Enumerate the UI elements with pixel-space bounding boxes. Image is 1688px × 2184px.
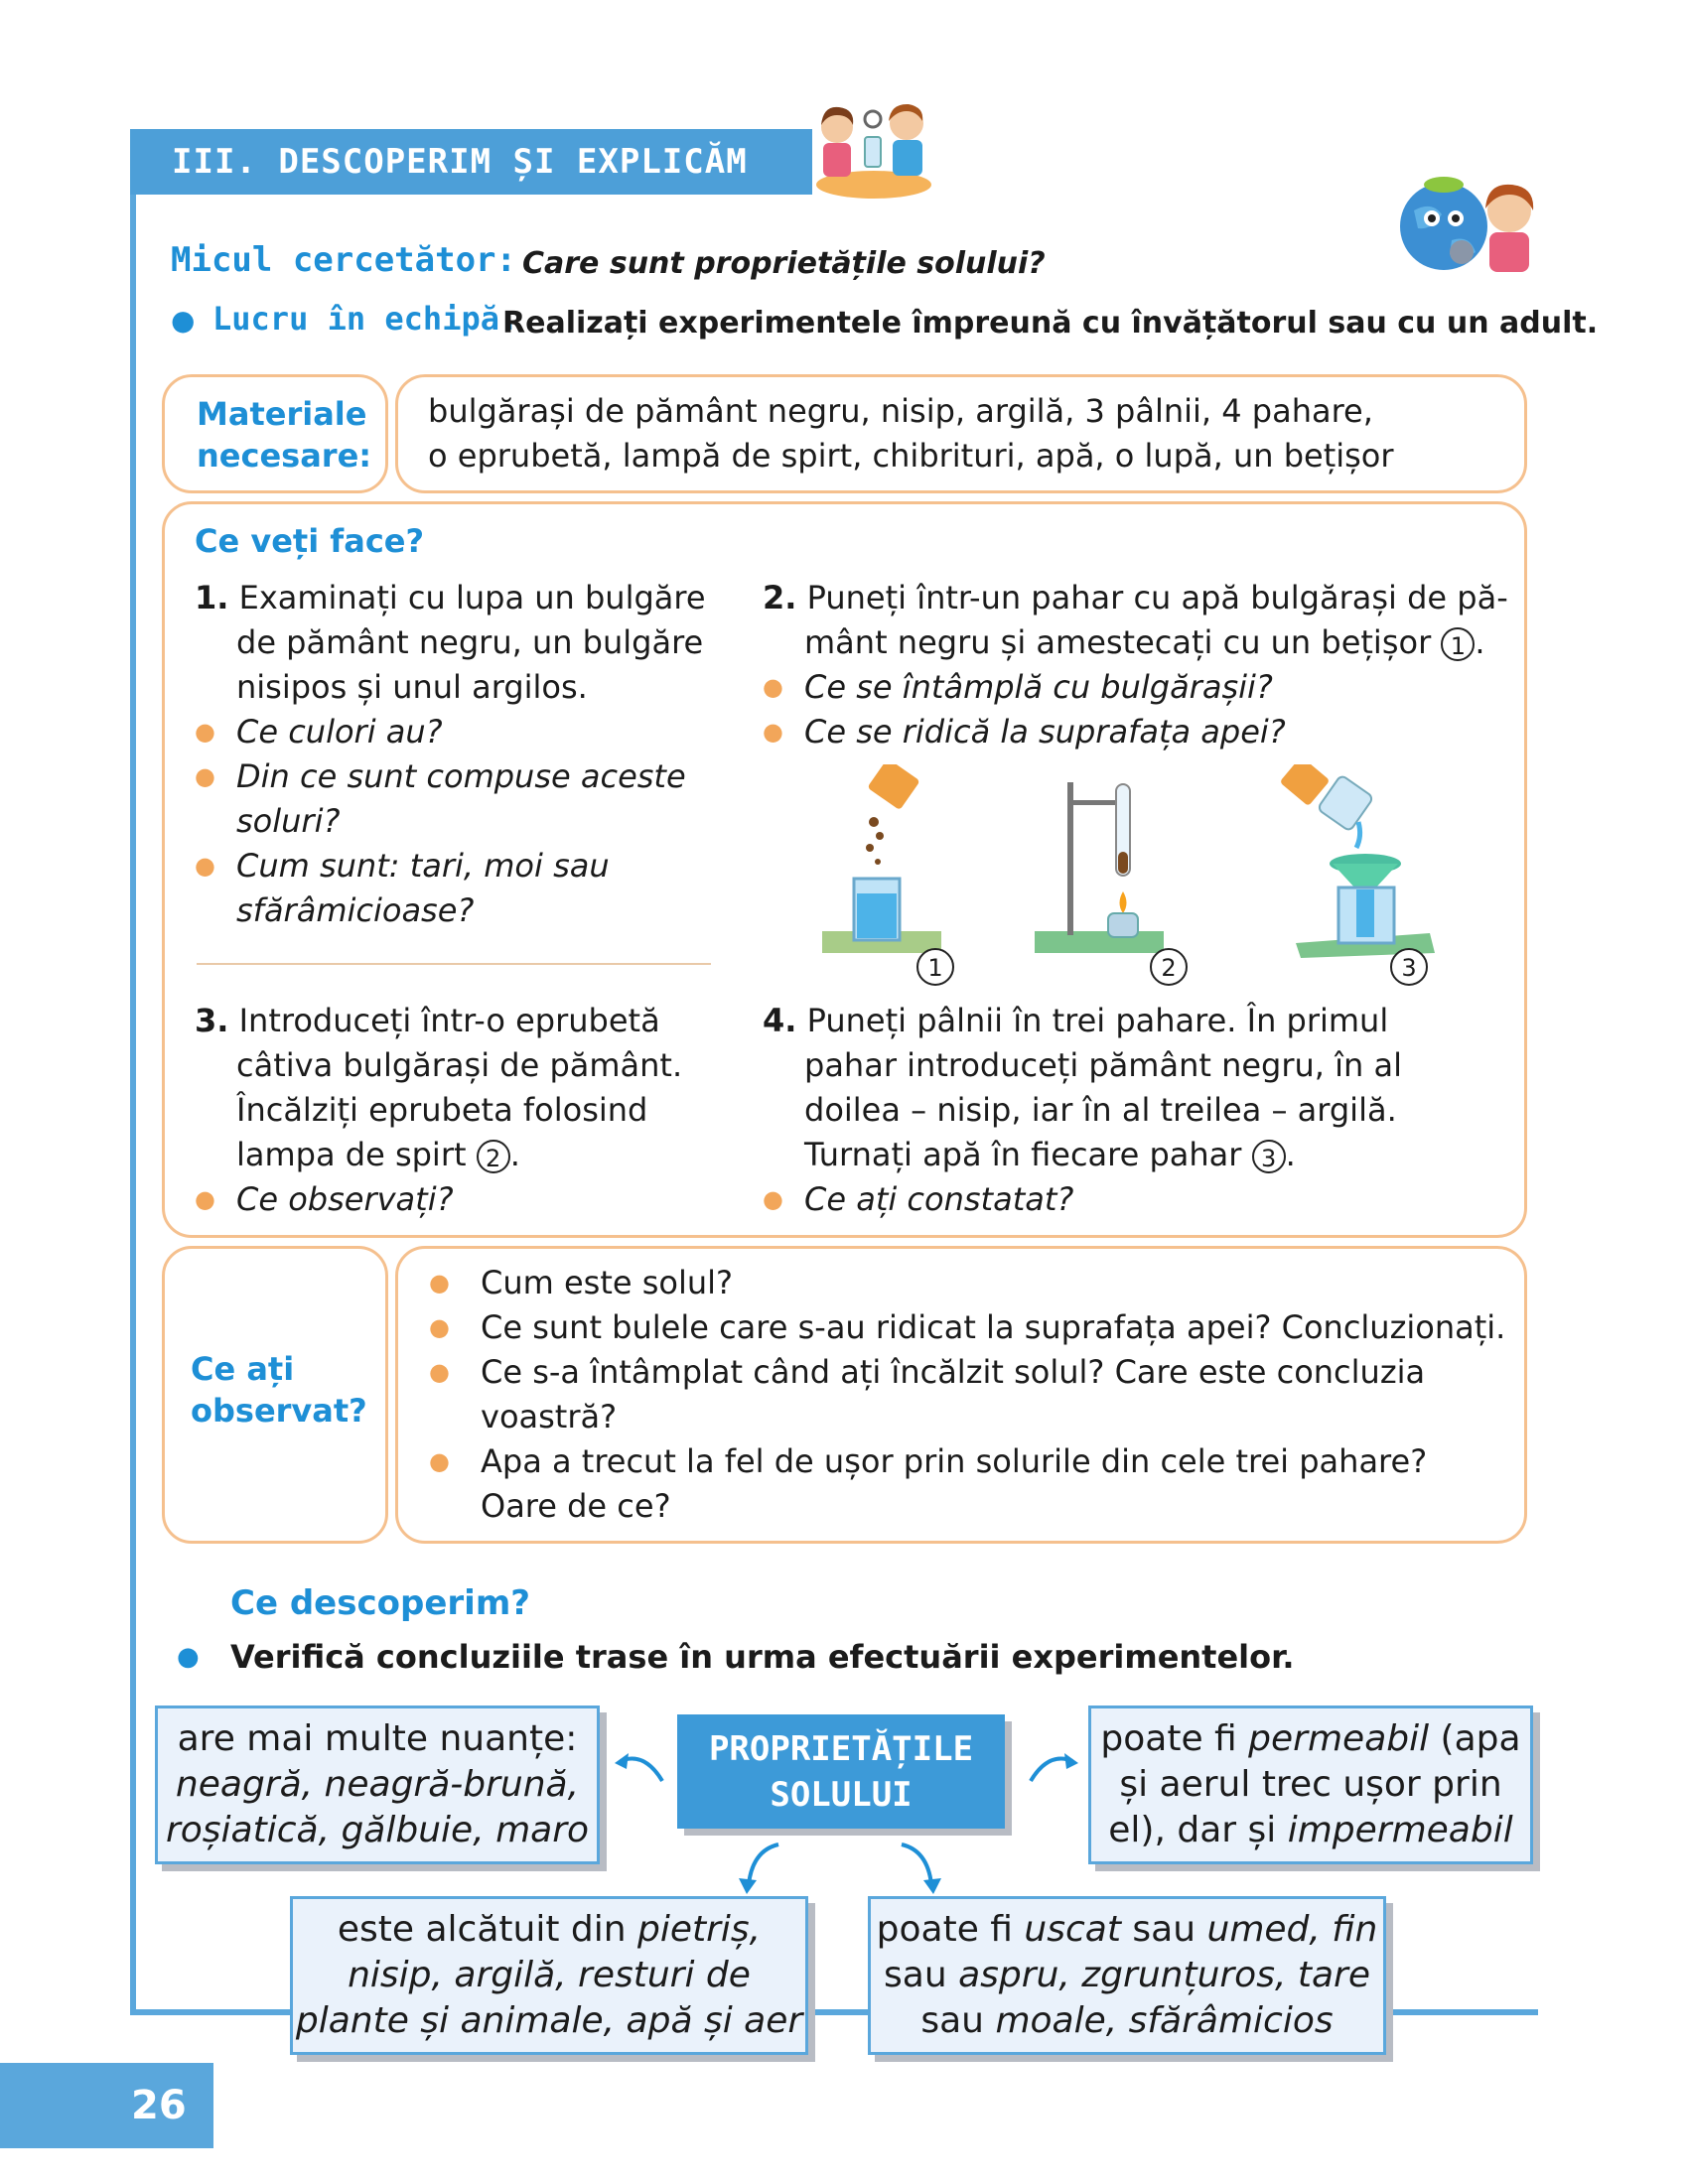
experiment-illustrations <box>814 764 1450 983</box>
task-3-line: lampa de spirt <box>236 1136 467 1173</box>
task-1-number: 1. <box>195 579 229 616</box>
bullet-dot: ● <box>177 1642 200 1672</box>
task-4-question: ● Ce ați constatat? <box>763 1177 1517 1222</box>
property-text: are mai multe nuanțe: <box>177 1718 578 1759</box>
task-3-line: câtiva bulgărași de pământ. <box>236 1046 683 1084</box>
observed-label-line1: Ce ați <box>191 1350 295 1388</box>
page-number: 26 <box>0 2063 213 2148</box>
task-1-question: ● Ce culori au? <box>195 710 731 754</box>
property-text: sau <box>920 2000 996 2041</box>
property-box-permeability <box>1088 1706 1533 1864</box>
task-4-line: pahar introduceți pământ negru, în al <box>804 1046 1402 1084</box>
bullet-dot: ● <box>171 304 196 337</box>
property-box-colors <box>155 1706 600 1864</box>
property-text: este alcătuit din <box>337 1909 637 1950</box>
observed-question: ● Apa a trecut la fel de ușor prin solurile din cele trei pahare? Oare de ce? <box>425 1439 1474 1529</box>
property-text: sau <box>1120 1909 1207 1950</box>
task-4-line-end: . <box>1285 1136 1296 1173</box>
tasks-heading: Ce veți face? <box>195 522 425 560</box>
researcher-label: Micul cercetător: <box>171 240 516 280</box>
experiment-1-glass-icon <box>822 764 941 953</box>
property-text: moale, sfărâmicios <box>995 2000 1334 2041</box>
property-text: plante și animale, apă și aer <box>295 2000 803 2041</box>
property-text: umed, fin <box>1206 1909 1378 1950</box>
materials-list-box <box>395 374 1527 493</box>
task-3-number: 3. <box>195 1002 229 1039</box>
task-1-question: ● Din ce sunt compuse aceste soluri? <box>195 754 693 844</box>
figure-label-1: 1 <box>916 948 954 986</box>
figure-ref-2: 2 <box>477 1140 510 1173</box>
task-2 <box>763 576 1517 754</box>
center-line2: SOLULUI <box>770 1775 913 1815</box>
materials-label-box <box>162 374 388 493</box>
page-frame-left <box>130 195 136 2013</box>
task-separator <box>197 963 711 965</box>
curved-arrow-left-icon <box>611 1739 670 1789</box>
figure-ref-3: 3 <box>1252 1140 1286 1173</box>
task-3-line: Încălziți eprubeta folosind <box>236 1091 648 1129</box>
soil-properties-center-box <box>677 1714 1005 1829</box>
observed-question: ● Ce sunt bulele care s-au ridicat la suprafața apei? Concluzionați. <box>425 1305 1517 1350</box>
task-4-line: Puneți pâlnii în trei pahare. În primul <box>806 1002 1389 1039</box>
figure-ref-1: 1 <box>1441 627 1475 661</box>
property-text: poate fi <box>1100 1718 1249 1759</box>
figure-label-3: 3 <box>1390 948 1428 986</box>
task-4-line: doilea – nisip, iar în al treilea – argilă. <box>804 1091 1397 1129</box>
observed-label-line2: observat? <box>191 1392 367 1430</box>
materials-line2: o eprubetă, lampă de spirt, chibrituri, apă, o lupă, un bețișor <box>428 437 1394 475</box>
section-header: III. DESCOPERIM ȘI EXPLICĂM <box>130 129 812 195</box>
discover-instruction: Verifică concluziile trase în urma efectuării experimentelor. <box>230 1638 1295 1676</box>
property-text: poate fi <box>876 1909 1025 1950</box>
property-text: impermeabil <box>1287 1810 1513 1850</box>
task-3 <box>195 999 751 1222</box>
property-text: (apa <box>1429 1718 1521 1759</box>
center-line1: PROPRIETĂȚILE <box>708 1729 974 1769</box>
property-box-composition <box>290 1896 808 2055</box>
property-box-texture <box>868 1896 1386 2055</box>
observed-label-box <box>162 1246 388 1544</box>
experiment-2-test-tube-icon <box>1035 782 1164 953</box>
observed-question: ● Cum este solul? <box>425 1261 1517 1305</box>
task-2-number: 2. <box>763 579 797 616</box>
task-2-line: mânt negru și amestecați cu un bețișor <box>804 623 1432 661</box>
curved-arrow-down-right-icon <box>896 1839 945 1898</box>
materials-label-line2: necesare: <box>197 437 372 475</box>
property-text: el), dar și <box>1108 1810 1288 1850</box>
task-1-line: Examinați cu lupa un bulgăre <box>238 579 706 616</box>
task-1 <box>195 576 731 933</box>
figure-label-2: 2 <box>1150 948 1188 986</box>
discover-heading: Ce descoperim? <box>230 1583 530 1623</box>
team-work-text: Realizați experimentele împreună cu învățătorul sau cu un adult. <box>502 306 1599 341</box>
property-text: neagră, neagră-brună, <box>175 1764 580 1805</box>
task-2-line: Puneți într-un pahar cu apă bulgărași de pă- <box>806 579 1508 616</box>
property-text: aspru, zgrunțuros, tare <box>958 1955 1370 1995</box>
curved-arrow-right-icon <box>1023 1739 1082 1789</box>
property-text: pietriș, <box>637 1909 762 1950</box>
materials-label-line1: Materiale <box>197 395 367 433</box>
researcher-question: Care sunt proprietățile solului? <box>522 246 1046 281</box>
task-3-line: Introduceți într-o eprubetă <box>238 1002 660 1039</box>
globe-and-girl-illustration <box>1392 171 1541 275</box>
task-4-number: 4. <box>763 1002 797 1039</box>
task-2-question: ● Ce se întâmplă cu bulgărașii? <box>763 665 1517 710</box>
task-2-line-end: . <box>1475 623 1485 661</box>
property-text: nisip, argilă, resturi de <box>348 1955 751 1995</box>
materials-line1: bulgărași de pământ negru, nisip, argilă, 3 pâlnii, 4 pahare, <box>428 392 1373 430</box>
task-1-question: ● Cum sunt: tari, moi sau sfărâmicioase? <box>195 844 673 933</box>
task-1-line: nisipos și unul argilos. <box>236 668 588 706</box>
property-text: roșiatică, gălbuie, maro <box>165 1810 590 1850</box>
task-3-question: ● Ce observați? <box>195 1177 751 1222</box>
property-text: permeabil <box>1248 1718 1430 1759</box>
task-3-line-end: . <box>509 1136 520 1173</box>
property-text: uscat <box>1024 1909 1121 1950</box>
task-2-question: ● Ce se ridică la suprafața apei? <box>763 710 1517 754</box>
observed-questions <box>425 1261 1517 1529</box>
property-text: și aerul trec ușor prin <box>1119 1764 1502 1805</box>
task-1-line: de pământ negru, un bulgăre <box>236 623 704 661</box>
task-4 <box>763 999 1517 1222</box>
children-experiment-illustration <box>809 97 938 202</box>
curved-arrow-down-left-icon <box>735 1839 784 1898</box>
property-text: sau <box>884 1955 959 1995</box>
team-work-label: Lucru în echipă. <box>212 300 519 338</box>
task-4-line: Turnați apă în fiecare pahar <box>804 1136 1242 1173</box>
experiment-3-funnel-icon <box>1280 764 1435 958</box>
observed-question: ● Ce s-a întâmplat când ați încălzit solul? Care este concluzia voastră? <box>425 1350 1474 1439</box>
